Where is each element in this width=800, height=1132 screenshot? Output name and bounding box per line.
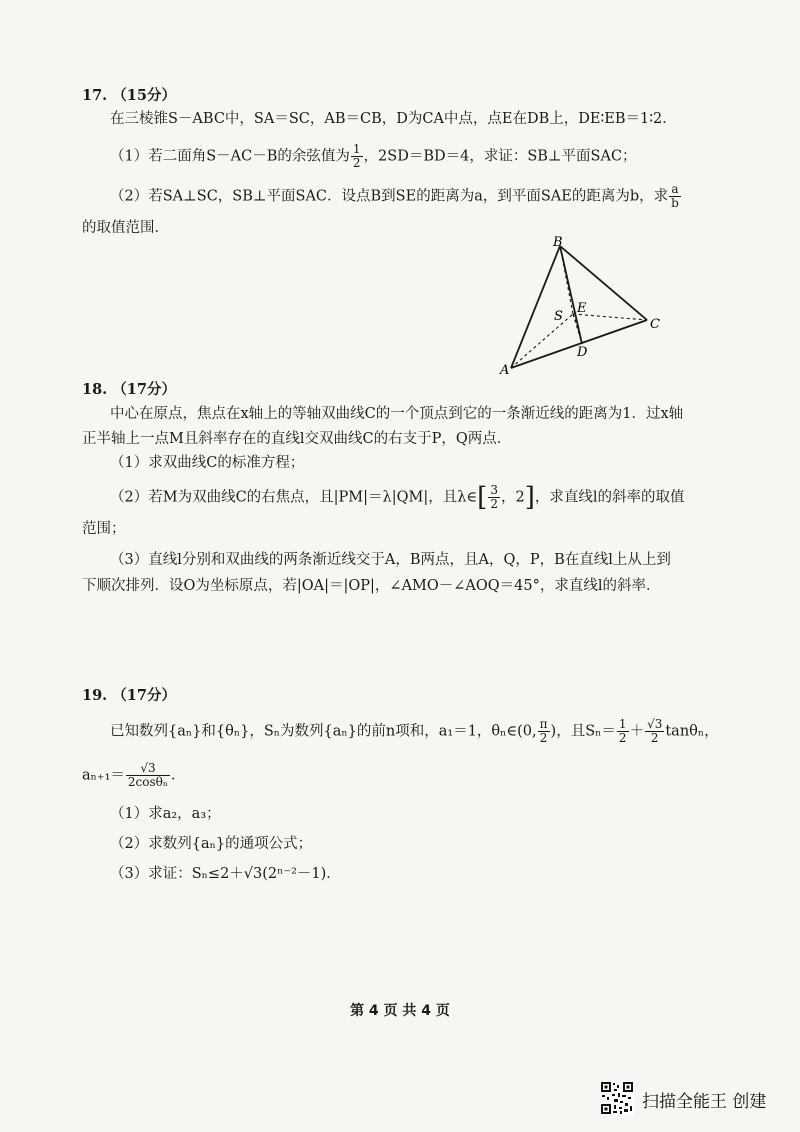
q17-header: 17. （15分）: [82, 87, 176, 104]
scanner-watermark: [600, 1081, 790, 1117]
q17-part2: （2）若SA⊥SC，SB⊥平面SAC．设点B到SE的距离为a，到平面SAE的距离为b，求 $\frac{a}{b}$: [110, 182, 679, 210]
label-c: C: [650, 317, 660, 332]
label-s: S: [554, 309, 563, 324]
q18-part1: （1）求双曲线C的标准方程；: [110, 455, 305, 471]
q18-header: 18. （17分）: [82, 381, 176, 398]
q19-stem: 已知数列{aₙ}和{θₙ}，Sₙ为数列{aₙ}的前n项和，a₁＝1，θₙ∈(0, $\frac{\pi}{2}$ )，且Sₙ＝ $\frac{1}{2}$ ＋ $\frac{√3}{2}$ tanθₙ，: [110, 717, 719, 745]
label-b: B: [553, 235, 563, 250]
q17-part2-cont: 的取值范围．: [82, 220, 169, 236]
q17-part1: （1）若二面角S－AC－B的余弦值为 $\frac{1}{2}$ ，2SD＝BD＝4，求证：SB⊥平面SAC；: [110, 142, 637, 170]
q18-stem-line1: 中心在原点，焦点在x轴上的等轴双曲线C的一个顶点到它的一条渐近线的距离为1．过x轴: [110, 406, 684, 422]
tetrahedron-figure: [495, 232, 675, 377]
q19-recurrence: aₙ₊₁＝ $\frac{√3}{\text{2cosθₙ}}$ ．: [82, 761, 186, 789]
fraction: $\frac{3}{2}$: [490, 483, 498, 511]
fraction: $\frac{1}{2}$: [352, 142, 361, 170]
q19-part3: （3）求证：Sₙ≤2＋√3(2ⁿ⁻²－1)．: [110, 866, 341, 882]
q17-stem: 在三棱锥S－ABC中，SA＝SC，AB＝CB，D为CA中点，点E在DB上，DE∶EB＝1∶2．: [110, 111, 677, 127]
q19-part2: （2）求数列{aₙ}的通项公式；: [110, 836, 313, 852]
label-a: A: [500, 363, 510, 377]
label-d: D: [577, 345, 588, 360]
q18-part2-cont: 范围；: [82, 521, 126, 537]
q18-stem-line2: 正半轴上一点M且斜率存在的直线l交双曲线C的右支于P，Q两点．: [82, 431, 512, 447]
watermark-text: 扫描全能王 创建: [642, 1092, 767, 1112]
fraction: $\frac{√3}{\text{2cosθₙ}}$: [127, 761, 169, 789]
qr-code-icon: [600, 1081, 634, 1115]
q18-part2: （2）若M为双曲线C的右焦点，且|PM|＝λ|QM|，且λ∈[ $\frac{3}{2}$ ，2]，求直线l的斜率的取值: [110, 482, 685, 513]
page-footer: 第 4 页 共 4 页: [350, 1003, 450, 1019]
q19-part1: （1）求a₂，a₃；: [110, 806, 221, 822]
fraction: $\frac{√3}{2}$: [647, 717, 663, 745]
q18-part3-line2: 下顺次排列．设O为坐标原点，若|OA|＝|OP|，∠AMO－∠AOQ＝45°，求直线l的斜率．: [82, 578, 661, 594]
q19-header: 19. （17分）: [82, 687, 176, 704]
fraction: $\frac{1}{2}$: [618, 717, 627, 745]
label-e: E: [577, 301, 587, 316]
fraction: $\frac{\pi}{2}$: [539, 717, 548, 745]
fraction: $\frac{a}{b}$: [671, 182, 679, 210]
q18-part3-line1: （3）直线l分别和双曲线的两条渐近线交于A，B两点，且A，Q，P，B在直线l上从上到: [110, 552, 671, 568]
